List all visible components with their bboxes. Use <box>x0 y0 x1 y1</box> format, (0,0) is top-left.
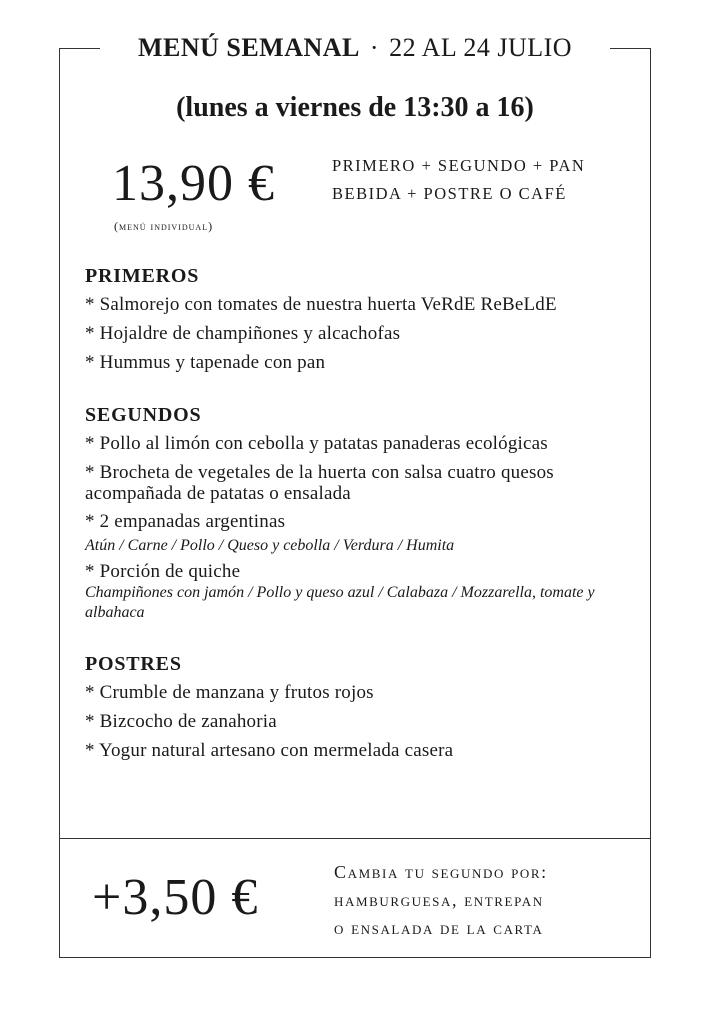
extra-line-2: hamburguesa, entrepan <box>334 890 544 910</box>
schedule-text: (lunes a viernes de 13:30 a 16) <box>176 92 534 123</box>
quiche-options: Champiñones con jamón / Pollo y queso azul / Calabaza / Mozzarella, tomate y albahaca <box>85 584 595 621</box>
menu-item: * Hojaldre de champiñones y alcachofas <box>85 323 401 344</box>
menu-header <box>100 30 610 66</box>
section-title-segundos: SEGUNDOS <box>85 404 202 426</box>
section-title-postres: POSTRES <box>85 653 182 675</box>
menu-item: * Hummus y tapenade con pan <box>85 352 326 373</box>
menu-item: * Yogur natural artesano con mermelada casera <box>85 740 454 761</box>
price-note: (menú individual) <box>114 219 214 233</box>
menu-dates: 22 AL 24 JULIO <box>389 33 573 62</box>
menu-item: * Crumble de manzana y frutos rojos <box>85 682 374 703</box>
extra-description <box>334 858 548 942</box>
includes-line-2: BEBIDA + POSTRE O CAFÉ <box>332 184 567 203</box>
title-separator: · <box>369 33 380 62</box>
menu-price: 13,90 € <box>112 155 275 212</box>
menu-title: MENÚ SEMANAL <box>137 33 360 62</box>
menu-item: * Porción de quiche <box>85 561 241 582</box>
extra-line-3: o ensalada de la carta <box>334 918 544 938</box>
price-includes <box>332 152 585 208</box>
section-divider <box>60 838 650 839</box>
includes-line-1: PRIMERO + SEGUNDO + PAN <box>332 156 586 175</box>
extra-line-1: Cambia tu segundo por: <box>334 862 548 882</box>
section-title-primeros: PRIMEROS <box>85 265 200 287</box>
menu-item: * Pollo al limón con cebolla y patatas panaderas ecológicas <box>85 433 548 454</box>
menu-item: * Salmorejo con tomates de nuestra huerta VeRdE ReBeLdE <box>85 294 557 315</box>
menu-item: * Bizcocho de zanahoria <box>85 711 277 732</box>
menu-item: * Brocheta de vegetales de la huerta con salsa cuatro quesos acompañada de patatas o ensalada <box>85 462 554 504</box>
extra-price: +3,50 € <box>92 869 259 926</box>
menu-item: * 2 empanadas argentinas <box>85 511 286 532</box>
menu-body <box>85 262 645 762</box>
empanadas-options: Atún / Carne / Pollo / Queso y cebolla / Verdura / Humita <box>85 537 455 554</box>
